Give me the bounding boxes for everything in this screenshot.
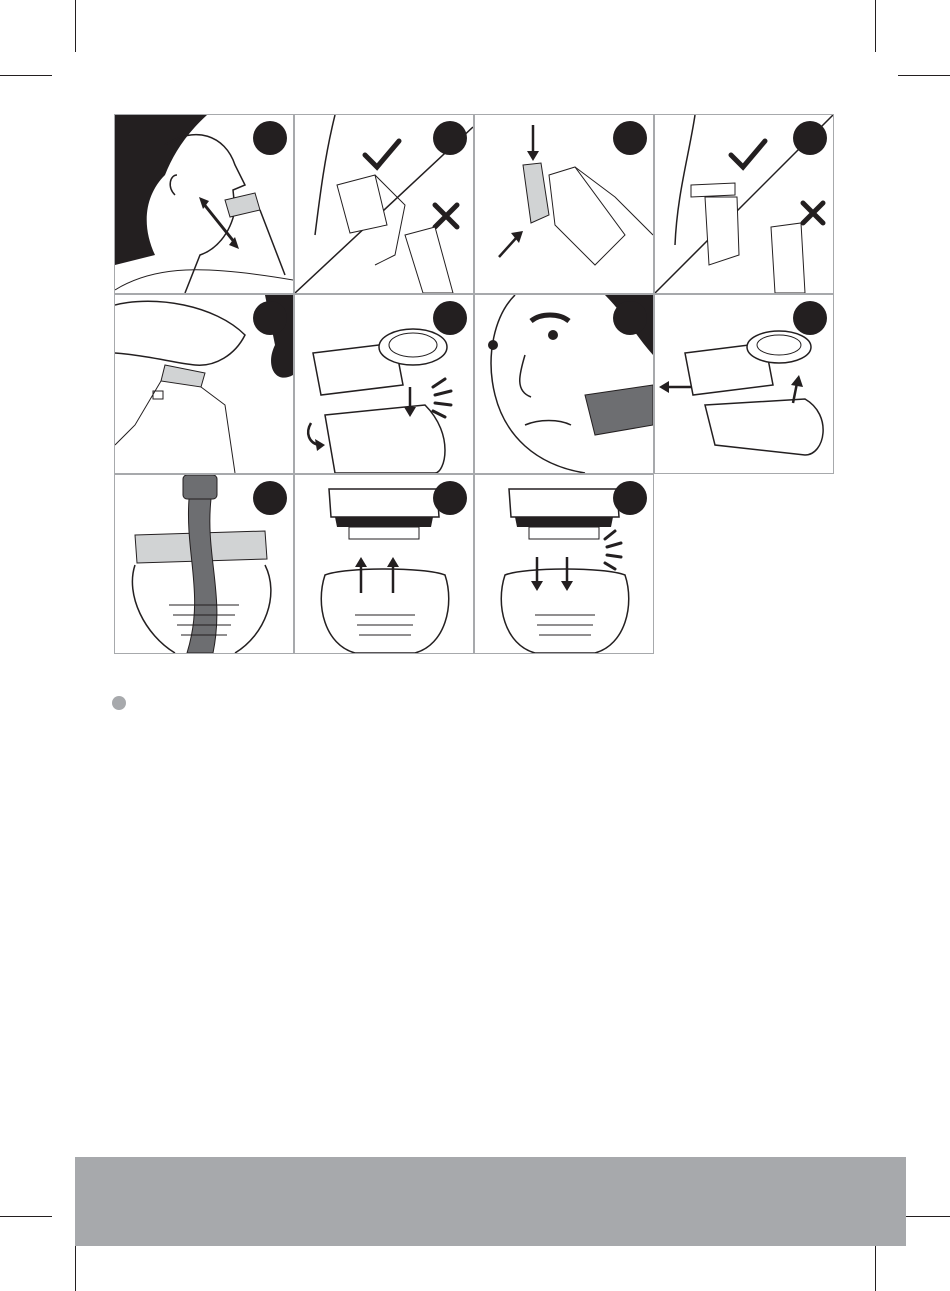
crop-mark bbox=[75, 1239, 76, 1291]
crop-mark bbox=[75, 0, 76, 52]
panel-step-7 bbox=[474, 294, 654, 474]
step-number-badge bbox=[433, 301, 467, 335]
step-number-badge bbox=[793, 121, 827, 155]
crop-mark bbox=[875, 1239, 876, 1291]
panel-step-11 bbox=[474, 474, 654, 654]
panel-step-8 bbox=[654, 294, 834, 474]
step-number-badge bbox=[433, 481, 467, 515]
panel-step-2 bbox=[294, 114, 474, 294]
step-number-badge bbox=[613, 301, 647, 335]
step-number-badge bbox=[253, 301, 287, 335]
step-number-badge bbox=[253, 481, 287, 515]
panel-step-1 bbox=[114, 114, 294, 294]
section-bullet bbox=[112, 696, 126, 710]
crop-mark bbox=[898, 75, 950, 76]
step-number-badge bbox=[613, 481, 647, 515]
panel-step-10 bbox=[294, 474, 474, 654]
panel-step-4 bbox=[654, 114, 834, 294]
illustration-grid bbox=[114, 114, 835, 655]
step-number-badge bbox=[613, 121, 647, 155]
panel-step-6 bbox=[294, 294, 474, 474]
crop-mark bbox=[875, 0, 876, 52]
panel-step-5 bbox=[114, 294, 294, 474]
panel-step-9 bbox=[114, 474, 294, 654]
footer-band bbox=[75, 1157, 906, 1246]
step-number-badge bbox=[793, 301, 827, 335]
panel-step-3 bbox=[474, 114, 654, 294]
crop-mark bbox=[0, 1216, 52, 1217]
step-number-badge bbox=[433, 121, 467, 155]
crop-mark bbox=[0, 75, 52, 76]
step-number-badge bbox=[253, 121, 287, 155]
